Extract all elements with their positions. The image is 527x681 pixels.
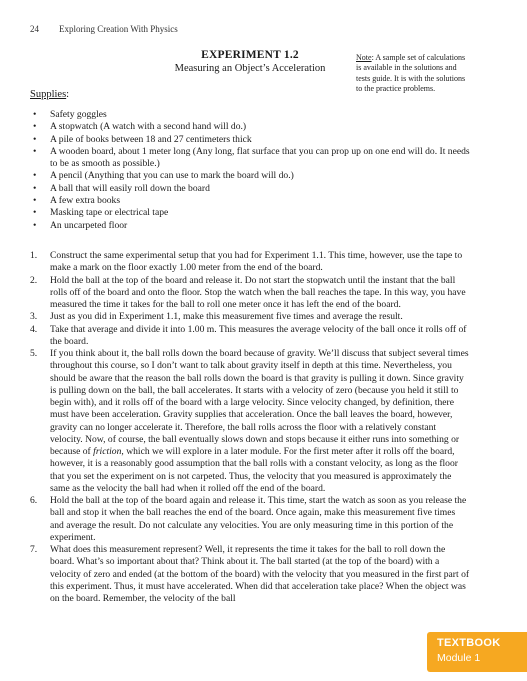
step-text: Take that average and divide it into 1.00 m. This measures the average velocity of the ball once it rolls off of the board. <box>50 323 467 347</box>
experiment-subtitle: Measuring an Object’s Acceleration <box>174 63 326 74</box>
bullet-icon: • <box>33 182 37 194</box>
list-item: • A stopwatch (A watch with a second hand will do.) <box>33 121 247 133</box>
step-text: If you think about it, the ball rolls down the board because of gravity. We’ll discuss that subject several times throughout this course, so I don’t want to talk about gravity itself in depth at this time. Nevertheless, you should be aware that the reason the ball rolls down the board is that gravity is pulling it down. Since gravity is pulling down on the ball, the ball accelerates. It starts with a velocity of zero (because you held it still to begin with), and it rolls off of the board with a large velocity. Since velocity changed, by definition, there must have been acceleration. Gravity supplies that acceleration. Once the ball leaves the board, however, gravity can no longer accelerate it. Therefore, the ball rolls across the floor with a relatively constant velocity. Now, of course, the ball eventually slows down and stops because it either runs into something or because of <box>50 348 469 457</box>
procedure-steps <box>30 250 470 605</box>
badge-module: Module 1 <box>437 652 481 664</box>
step-number: 5. <box>30 348 38 359</box>
procedure-step <box>30 324 470 349</box>
step-text: Just as you did in Experiment 1.1, make this measurement five times and average the result. <box>50 311 403 323</box>
list-item: • An uncarpeted floor <box>33 219 128 231</box>
badge-label: TEXTBOOK <box>437 637 501 649</box>
list-item: • A wooden board, about 1 meter long (Any long, flat surface that you can prop up on one end will do. It needs to be as smooth as possible.) <box>33 145 470 170</box>
step-number: 7. <box>30 544 38 555</box>
page-header <box>30 24 178 34</box>
bullet-icon: • <box>33 133 37 145</box>
bullet-icon: • <box>33 145 37 157</box>
supplies-list <box>30 109 470 232</box>
textbook-module-badge[interactable] <box>427 632 527 672</box>
step-text: Hold the ball at the top of the board again and release it. This time, start the watch as soon as you release the ball and stop it when the ball reaches the end of the board. Once again, make this measurement five times and average the result. Do not calculate any velocities. You are only measuring time in this portion of the experiment. <box>50 495 467 543</box>
step-text: Construct the same experimental setup that you had for Experiment 1.1. This time, however, use the tape to make a mark on the floor exactly 1.00 meter from the end of the board. <box>50 250 463 274</box>
note-label: Note <box>356 53 372 62</box>
supplies-heading: Supplies: <box>30 89 70 100</box>
step-text: Hold the ball at the top of the board and release it. Do not start the stopwatch until the instant that the ball rolls off of the board and onto the floor. Stop the watch when the ball reaches the tape. In this way, you have measured the time it takes for the ball to roll one meter once it has left the end of the board. <box>50 274 466 310</box>
page-number: 24 <box>30 24 39 34</box>
procedure-step <box>30 250 470 275</box>
procedure-step <box>30 348 470 495</box>
procedure-step <box>30 495 470 544</box>
experiment-title-block <box>160 49 340 74</box>
bullet-icon: • <box>33 195 37 207</box>
bullet-icon: • <box>33 207 37 219</box>
list-item: • A pencil (Anything that you can use to mark the board will do.) <box>33 170 294 182</box>
step-number: 1. <box>30 250 38 261</box>
procedure-step <box>30 544 470 605</box>
bullet-icon: • <box>33 170 37 182</box>
procedure-step <box>30 311 470 323</box>
step-text: What does this measurement represent? Well, it represents the time it takes for the ball to roll down the board. What’s so important about that? Think about it. The ball started (at the top of the board) with a velocity of zero and ended (at the bottom of the board) with the velocity that you measured in the first part of this experiment. Thus, it must have accelerated. When did that acceleration take place? When the object was on the board. Remember, the velocity of the ball <box>50 544 470 604</box>
list-item: • Masking tape or electrical tape <box>33 207 169 219</box>
list-item: • Safety goggles <box>33 109 107 120</box>
experiment-title: EXPERIMENT 1.2 <box>201 49 299 61</box>
sample-note <box>356 53 468 94</box>
bullet-icon: • <box>33 219 37 231</box>
step-number: 4. <box>30 323 38 335</box>
book-title: Exploring Creation With Physics <box>59 24 178 34</box>
procedure-step <box>30 275 470 312</box>
list-item: • A ball that will easily roll down the board <box>33 182 210 194</box>
emphasized-term: friction <box>93 446 122 457</box>
step-number: 6. <box>30 495 38 506</box>
bullet-icon: • <box>33 109 37 120</box>
bullet-icon: • <box>33 121 37 133</box>
step-number: 3. <box>30 311 38 323</box>
note-text: : A sample set of calculations is available in the solutions and tests guide. It is with the solutions to the practice problems. <box>356 53 466 93</box>
list-item: • A few extra books <box>33 195 121 207</box>
step-number: 2. <box>30 274 38 286</box>
list-item: • A pile of books between 18 and 27 centimeters thick <box>33 133 252 145</box>
step-text: , which we will explore in a later module. For the first meter after it rolls off the board, however, it is a reasonably good assumption that the ball rolls with a constant velocity, as long as the floor that you set the experiment on is not carpeted. Thus, the velocity that you measured is approximately the same as the velocity the ball had when it rolled off the end of the board. <box>50 446 458 494</box>
